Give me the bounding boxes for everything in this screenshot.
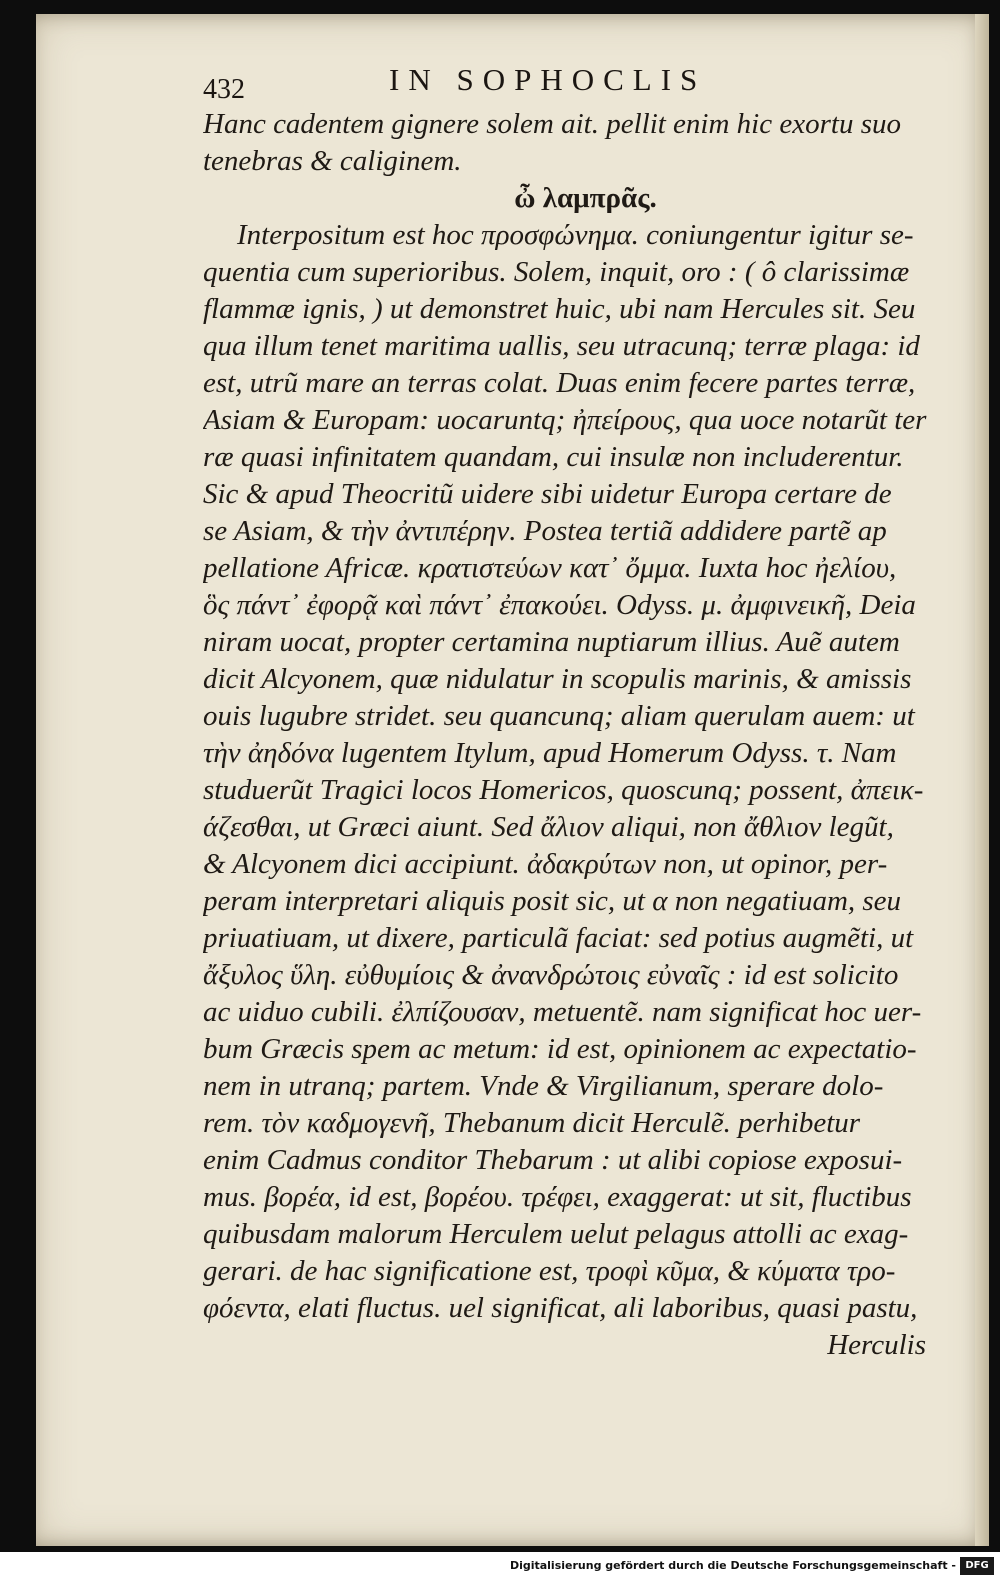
text-line: Sic & apud Theocritũ uidere sibi uidetur Europa certare de <box>203 478 892 510</box>
catchword: Herculis <box>827 1329 926 1361</box>
digitization-footer <box>0 1552 1000 1582</box>
text-line: gerari. de hac significatione est, τροφὶ κῦμα, & κύματα τρο- <box>203 1255 896 1287</box>
running-title: IN SOPHOCLIS <box>389 62 707 97</box>
text-line: άζεσθαι, ut Græci aiunt. Sed ἄλιον aliqui, non ἄθλιον legũt, <box>203 811 894 843</box>
text-line: ἄξυλος ὕλη. εὐθυμίοις & ἀνανδρώτοις εὐναῖς : id est solicito <box>203 959 899 991</box>
text-line: & Alcyonem dici accipiunt. ἀδακρύτων non, ut opinor, per- <box>203 848 888 880</box>
text-line: se Asiam, & τὴν ἀντιπέρην. Postea tertiã addidere partẽ ap <box>203 515 887 547</box>
page-number: 432 <box>203 74 245 105</box>
text-line: ræ quasi infinitatem quandam, cui insulæ non includerentur. <box>203 441 904 473</box>
text-line: φόεντα, elati fluctus. uel significat, ali laboribus, quasi pastu, <box>203 1292 918 1324</box>
text-line: quibusdam malorum Herculem uelut pelagus attolli ac exag- <box>203 1218 909 1250</box>
text-line: ac uiduo cubili. ἐλπίζουσαν, metuentẽ. nam significat hoc uer- <box>203 996 922 1028</box>
text-line: nem in utranq; partem. Vnde & Virgilianum, sperare dolo- <box>203 1070 884 1102</box>
text-line: Hanc cadentem gignere solem ait. pellit enim hic exortu suo <box>203 108 901 140</box>
text-line: ouis lugubre stridet. seu quancunq; aliam querulam auem: ut <box>203 700 915 732</box>
running-head <box>203 62 923 106</box>
text-line: pellatione Africæ. κρατιστεύων κατ᾿ ὄμμα. Iuxta hoc ἠελίου, <box>203 552 897 584</box>
text-block <box>203 106 938 1364</box>
lemma-heading: ὦ λαμπρᾶς. <box>514 182 657 214</box>
text-line: Asiam & Europam: uocaruntq; ἠπείρους, qua uoce notarũt ter <box>203 404 927 436</box>
dfg-logo: DFG <box>960 1557 994 1575</box>
text-line: quentia cum superioribus. Solem, inquit, oro : ( ô clarissimæ <box>203 256 910 288</box>
text-line: tenebras & caliginem. <box>203 145 462 177</box>
text-line: niram uocat, propter certamina nuptiarum illius. Auẽ autem <box>203 626 900 658</box>
text-line: mus. βορέα, id est, βορέου. τρέφει, exaggerat: ut sit, fluctibus <box>203 1181 912 1213</box>
text-line: dicit Alcyonem, quæ nidulatur in scopulis marinis, & amissis <box>203 663 912 695</box>
text-line: est, utrũ mare an terras colat. Duas enim fecere partes terræ, <box>203 367 916 399</box>
text-line: priuatiuam, ut dixere, particulã faciat: sed potius augmẽti, ut <box>203 922 914 954</box>
text-line: Interpositum est hoc προσφώνημα. coniungentur igitur se- <box>237 219 914 251</box>
funding-credit: Digitalisierung gefördert durch die Deutsche Forschungsgemeinschaft - <box>509 1559 956 1572</box>
text-line: flammæ ignis, ) ut demonstret huic, ubi nam Hercules sit. Seu <box>203 293 916 325</box>
text-line: peram interpretari aliquis posit sic, ut α non negatiuam, seu <box>203 885 902 917</box>
page-edge-shadow <box>975 14 989 1546</box>
text-line: qua illum tenet maritima uallis, seu utracunq; terræ plaga: id <box>203 330 920 362</box>
text-line: enim Cadmus conditor Thebarum : ut alibi copiose exposui- <box>203 1144 903 1176</box>
text-line: τὴν ἀηδόνα lugentem Itylum, apud Homerum Odyss. τ. Nam <box>203 737 897 769</box>
text-line: bum Græcis spem ac metum: id est, opinionem ac expectatio- <box>203 1033 917 1065</box>
text-line: ὃς πάντ᾿ ἐφορᾷ καὶ πάντ᾿ ἐπακούει. Odyss. μ. ἀμφινεικῆ, Deia <box>203 589 916 621</box>
text-line: studuerũt Tragici locos Homericos, quoscunq; possent, ἀπεικ- <box>203 774 924 806</box>
text-line: rem. τὸν καδμογενῆ, Thebanum dicit Herculẽ. perhibetur <box>203 1107 861 1139</box>
